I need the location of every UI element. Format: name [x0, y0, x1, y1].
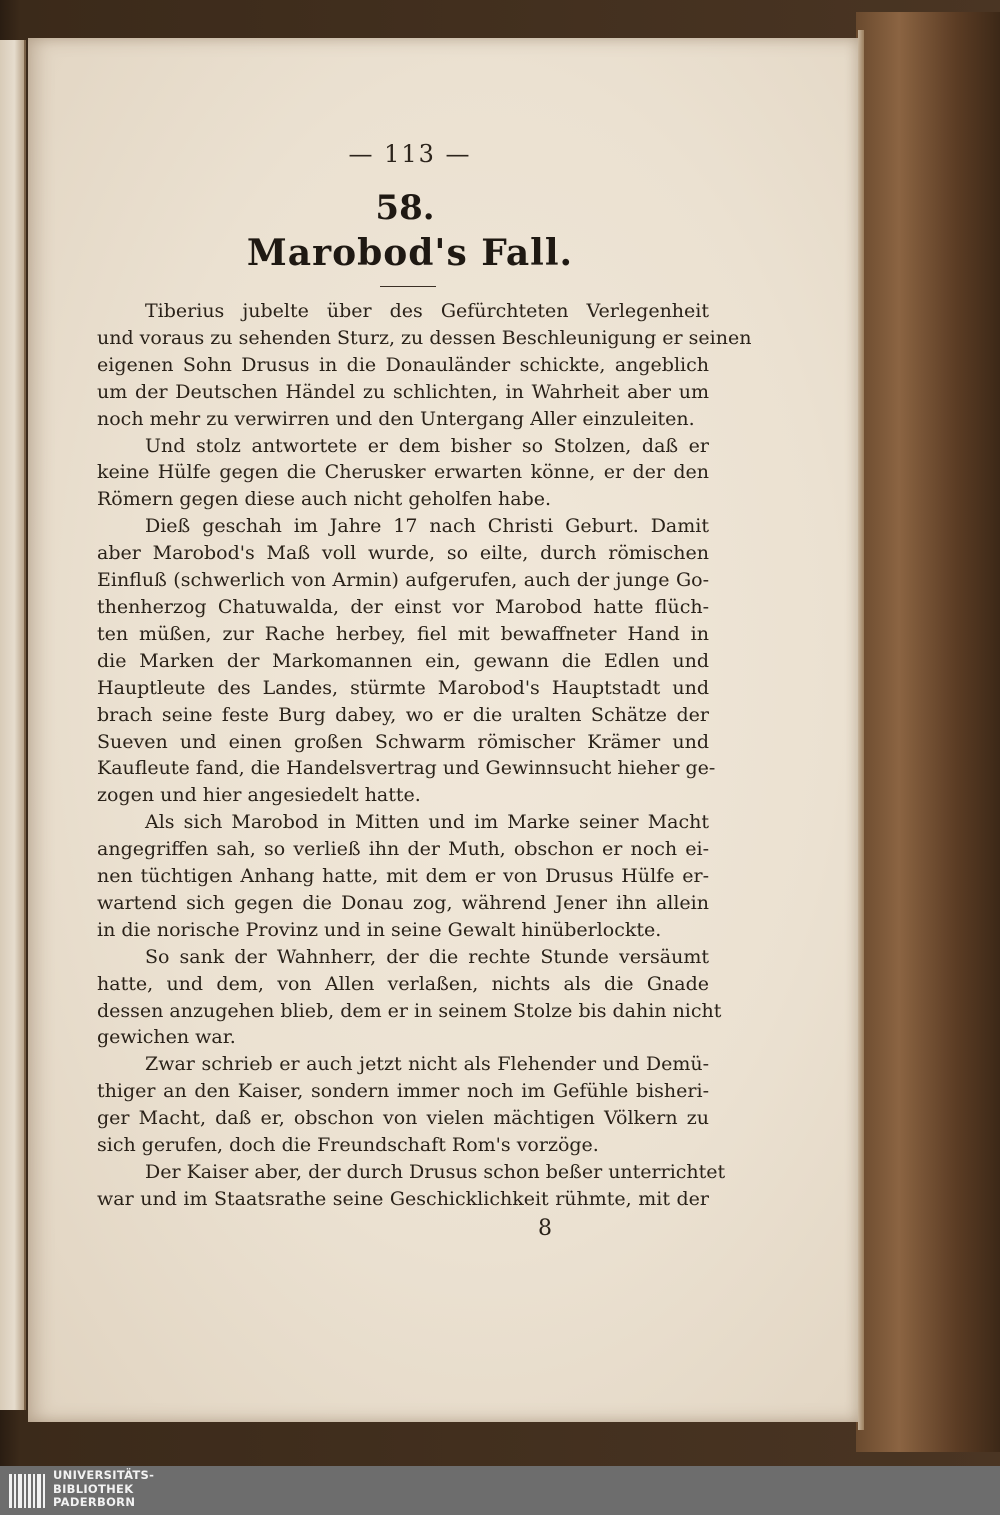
text-line: thiger an den Kaiser, sondern immer noch im Gefühle bisheri-: [97, 1080, 709, 1103]
library-logo-icon: [8, 1472, 48, 1510]
text-line: und voraus zu sehenden Sturz, zu dessen Beschleunigung er seinen: [97, 326, 752, 349]
text-line: um der Deutschen Händel zu schlichten, in Wahrheit aber um: [97, 380, 709, 403]
text-line: brach seine feste Burg dabey, wo er die uralten Schätze der: [97, 703, 709, 726]
text-line: aber Marobod's Maß voll wurde, so eilte, durch römischen: [97, 542, 709, 565]
book-cover-edge: [856, 12, 1000, 1452]
logo-line-2: BIBLIOTHEK: [53, 1481, 134, 1496]
text-line: Als sich Marobod in Mitten und im Marke seiner Macht: [145, 811, 709, 834]
body-text: [97, 298, 752, 1213]
text-line: ten müßen, zur Rache herbey, fiel mit bewaffneter Hand in: [97, 622, 709, 645]
text-line: Sueven und einen großen Schwarm römischer Krämer und: [97, 730, 709, 753]
text-line: Der Kaiser aber, der durch Drusus schon beßer unterrichtet: [145, 1161, 726, 1183]
text-line: noch mehr zu verwirren und den Untergang Aller einzuleiten.: [97, 407, 695, 430]
chapter-title: Marobod's Fall.: [246, 232, 574, 274]
text-line: Hauptleute des Landes, stürmte Marobod's Hauptstadt und: [97, 676, 709, 699]
text-line: keine Hülfe gegen die Cherusker erwarten könne, er der den: [97, 461, 709, 484]
text-line: ger Macht, daß er, obschon von vielen mächtigen Völkern zu: [97, 1107, 709, 1130]
text-line: thenherzog Chatuwalda, der einst vor Marobod hatte flüch-: [97, 595, 709, 618]
text-line: dessen anzugehen blieb, dem er in seinem Stolze bis dahin nicht: [97, 999, 722, 1022]
text-line: hatte, und dem, von Allen verlaßen, nichts als die Gnade: [97, 972, 709, 995]
text-line: So sank der Wahnherr, der die rechte Stunde versäumt: [145, 945, 709, 968]
text-line: Römern gegen diese auch nicht geholfen habe.: [97, 488, 552, 511]
text-line: Dieß geschah im Jahre 17 nach Christi Geburt. Damit: [145, 515, 709, 538]
text-line: gewichen war.: [97, 1026, 236, 1049]
library-logo-text: [53, 1469, 154, 1510]
library-footer-bar: [0, 1466, 1000, 1515]
text-line: eigenen Sohn Drusus in die Donauländer schickte, angeblich: [97, 353, 709, 376]
text-line: Zwar schrieb er auch jetzt nicht als Flehender und Demü-: [145, 1053, 709, 1076]
page-stack-edge: [858, 30, 864, 1430]
text-line: angegriffen sah, so verließ ihn der Muth, obschon er noch ei-: [97, 838, 709, 861]
text-line: wartend sich gegen die Donau zog, während Jener ihn allein: [97, 891, 709, 914]
page-number-header: — 113 —: [348, 140, 472, 168]
left-page-edge: [0, 40, 26, 1410]
text-line: Einfluß (schwerlich von Armin) aufgerufen, auch der junge Go-: [97, 569, 709, 592]
text-line: sich gerufen, doch die Freundschaft Rom's vorzöge.: [97, 1134, 599, 1157]
logo-line-3: PADERBORN: [53, 1495, 136, 1509]
text-line: nen tüchtigen Anhang hatte, mit dem er von Drusus Hülfe er-: [97, 865, 709, 888]
title-divider: [380, 286, 436, 287]
text-line: die Marken der Markomannen ein, gewann die Edlen und: [97, 649, 709, 672]
text-line: Tiberius jubelte über des Gefürchteten Verlegenheit: [145, 300, 709, 322]
signature-mark: 8: [538, 1216, 552, 1241]
text-line: in die norische Provinz und in seine Gewalt hinüberlockte.: [97, 918, 662, 941]
text-line: Und stolz antwortete er dem bisher so Stolzen, daß er: [145, 434, 709, 457]
text-line: zogen und hier angesiedelt hatte.: [97, 784, 421, 807]
text-line: war und im Staatsrathe seine Geschicklichkeit rühmte, mit der: [97, 1187, 709, 1210]
chapter-number: 58.: [375, 188, 435, 228]
logo-line-1: UNIVERSITÄTS-: [53, 1468, 155, 1482]
text-line: Kaufleute fand, die Handelsvertrag und Gewinnsucht hieher ge-: [97, 757, 716, 780]
